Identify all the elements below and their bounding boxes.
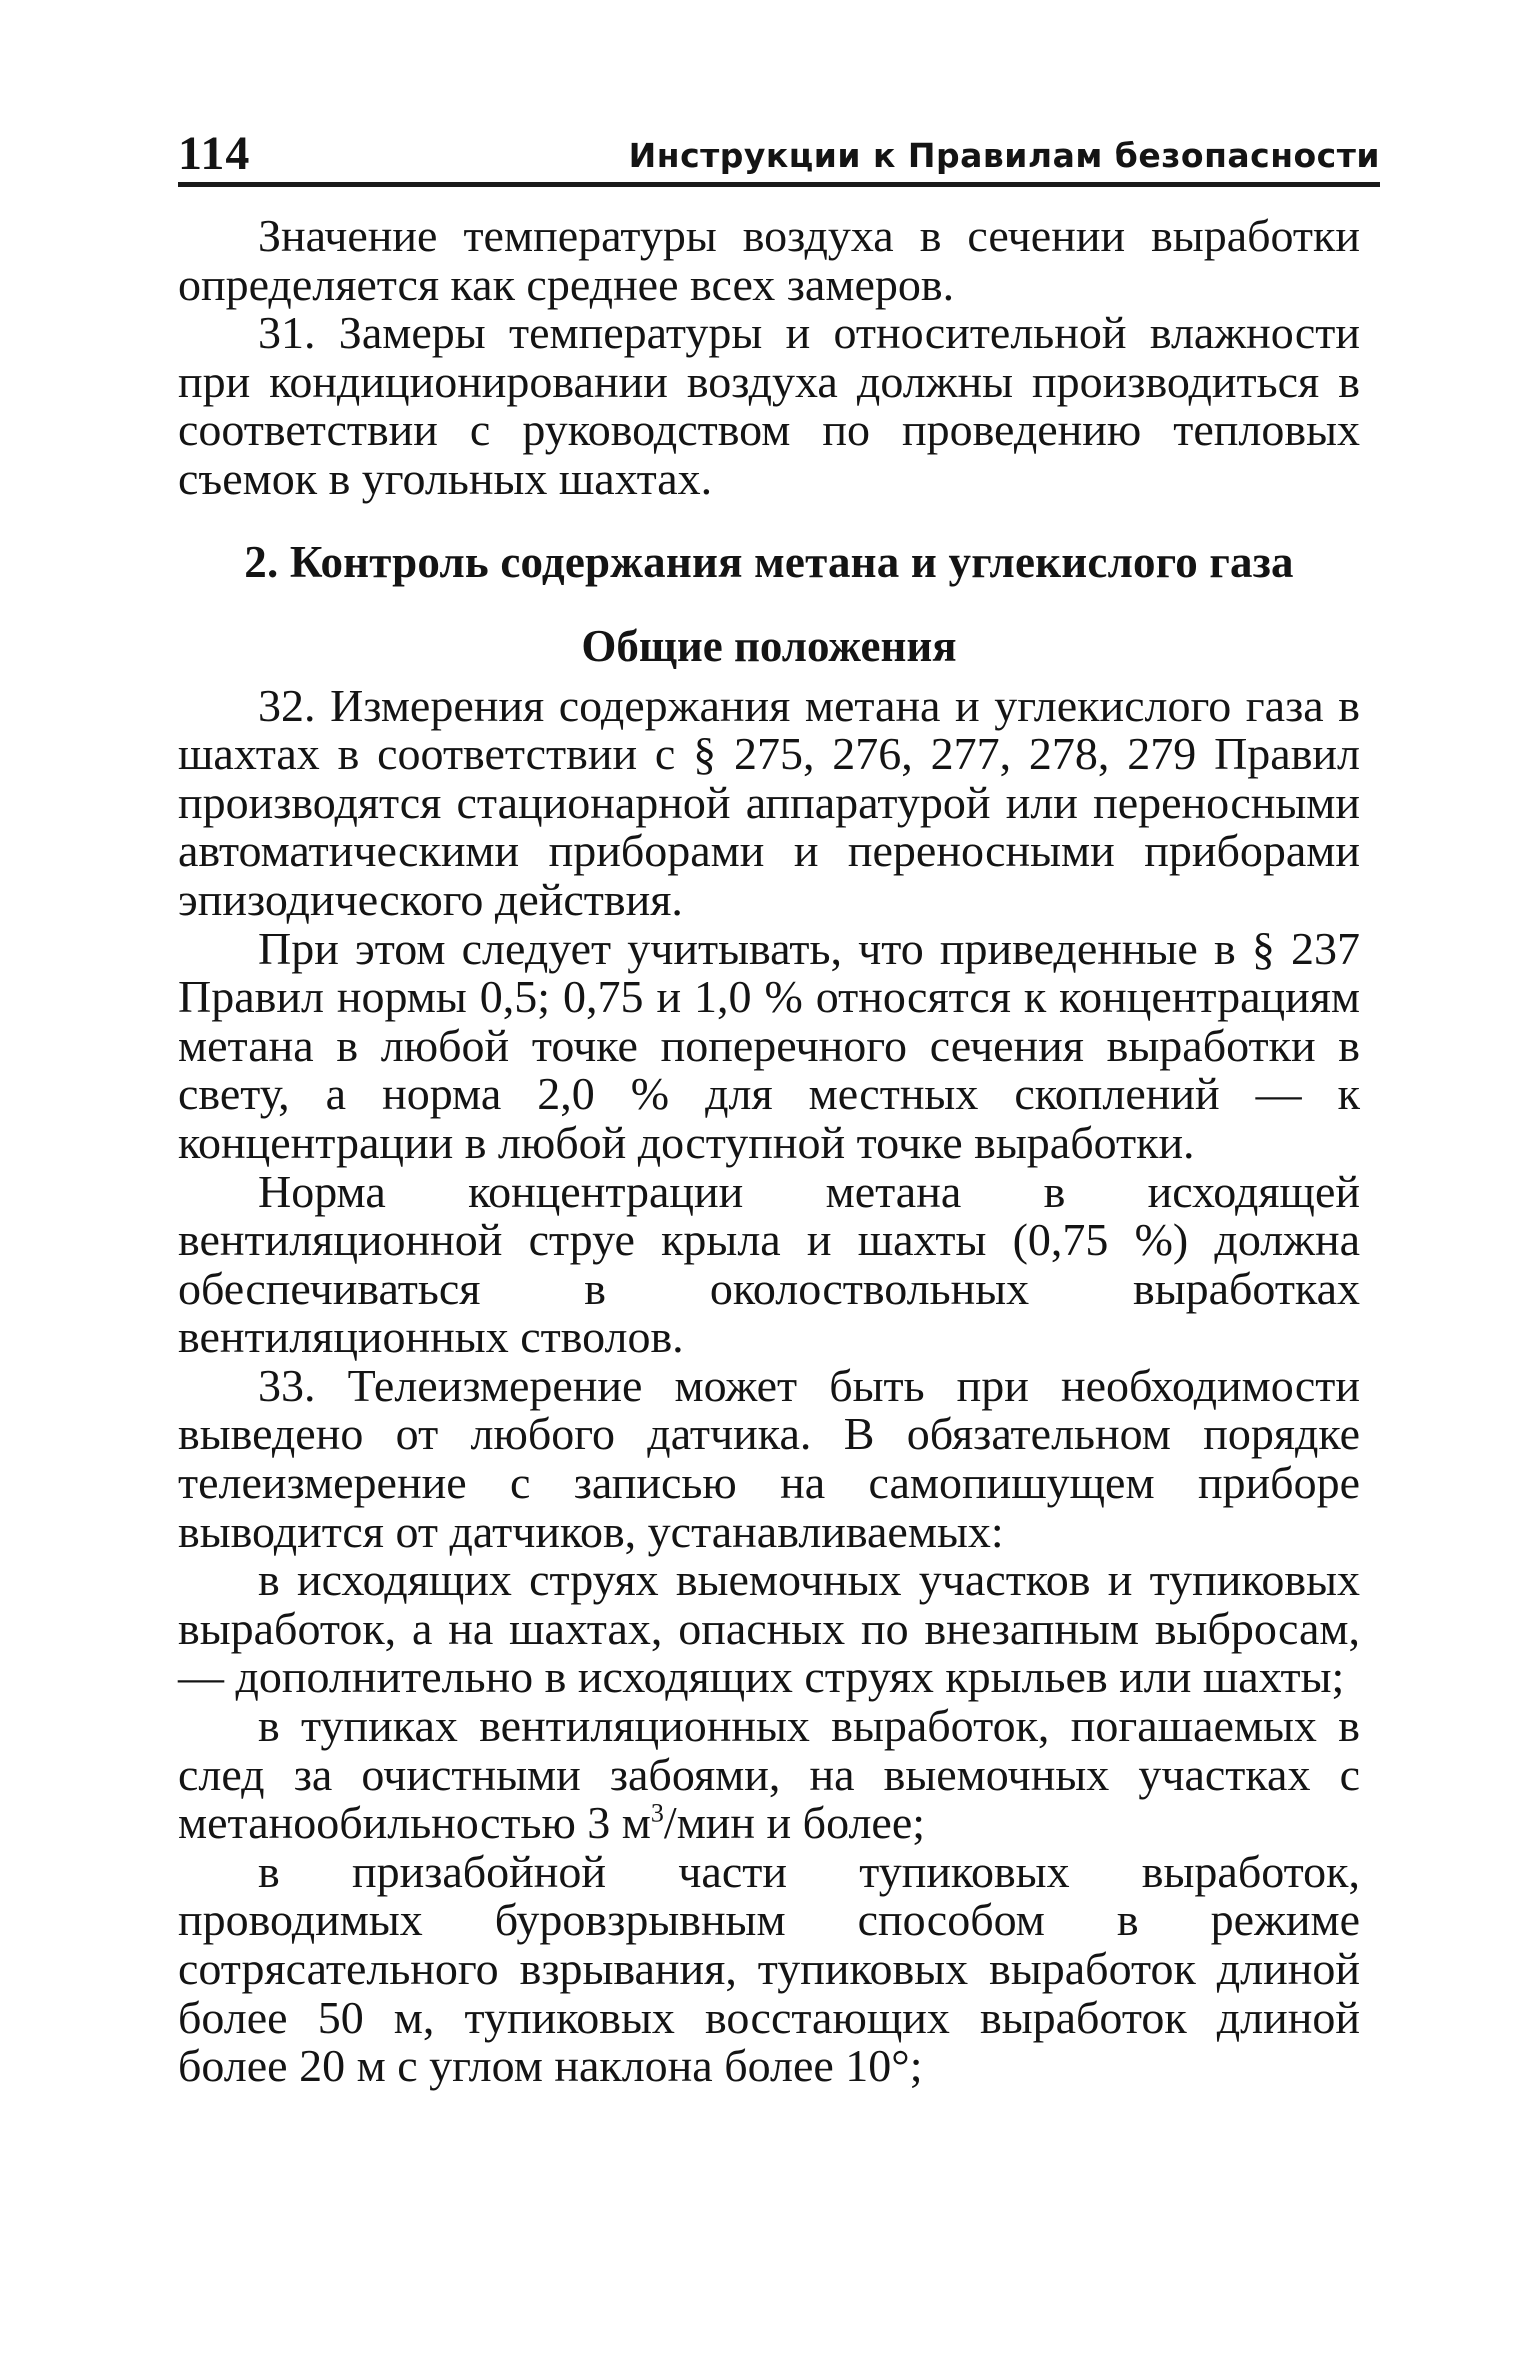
paragraph-outgoing-stream: Норма концентрации метана в исходящей вентиляционной струе крыла и шахты (0,75 %) должна обеспечиваться в околоствольных выработках вентиляционных стволов. <box>178 1165 1360 1363</box>
paragraph-32: 32. Измерения содержания метана и углекислого газа в шахтах в соответствии с § 275, 276, 277, 278, 279 Правил производятся стационарной аппаратурой или переносными автоматическими приборами и переносными приборами эпизодического действия. <box>178 679 1360 925</box>
page-body <box>178 212 1360 2091</box>
list-item-dead-ends-text: в тупиках вентиляционных выработок, погашаемых в след за очистными забоями, на выемочных участках с метанообильностью 3 м <box>178 1700 1360 1849</box>
list-item-outgoing-streams: в исходящих струях выемочных участков и тупиковых выработок, а на шахтах, опасных по внезапным выбросам, — дополнительно в исходящих струях крыльев или шахты; <box>178 1554 1360 1703</box>
section-title: 2. Контроль содержания метана и углекислого газа <box>244 536 1294 587</box>
header-rule <box>178 182 1380 187</box>
list-item-dead-ends-unit: /мин и более; <box>663 1797 926 1849</box>
page-number: 114 <box>178 127 251 180</box>
superscript-cube: 3 <box>650 1798 664 1828</box>
subsection-title: Общие положения <box>581 620 957 671</box>
paragraph-33: 33. Телеизмерение может быть при необходимости выведено от любого датчика. В обязательном порядке телеизмерение с записью на самопишущем приборе выводится от датчиков, устанавливаемых: <box>178 1359 1360 1557</box>
list-item-face-zone: в призабойной части тупиковых выработок, проводимых буровзрывным способом в режиме сотрясательного взрывания, тупиковых выработок длиной более 50 м, тупиковых восстающих выработок длиной более 20 м с углом наклона более 10°; <box>178 1845 1360 2092</box>
paragraph-31: 31. Замеры температуры и относительной влажности при кондиционировании воздуха должны производиться в соответствии с руководством по проведению тепловых съемок в угольных шахтах. <box>178 307 1360 504</box>
paragraph-methane-norms: При этом следует учитывать, что приведенные в § 237 Правил нормы 0,5; 0,75 и 1,0 % относятся к концентрациям метана в любой точке поперечного сечения выработки в свету, а норма 2,0 % для местных скоплений — к концентрации в любой доступной точке выработки. <box>178 922 1360 1168</box>
running-title: Инструкции к Правилам безопасности <box>628 136 1380 175</box>
list-item-dead-ends <box>178 1702 1360 1848</box>
paragraph-mean-temperature: Значение температуры воздуха в сечении выработки определяется как среднее всех замеров. <box>178 210 1360 310</box>
page-header <box>178 116 1380 186</box>
